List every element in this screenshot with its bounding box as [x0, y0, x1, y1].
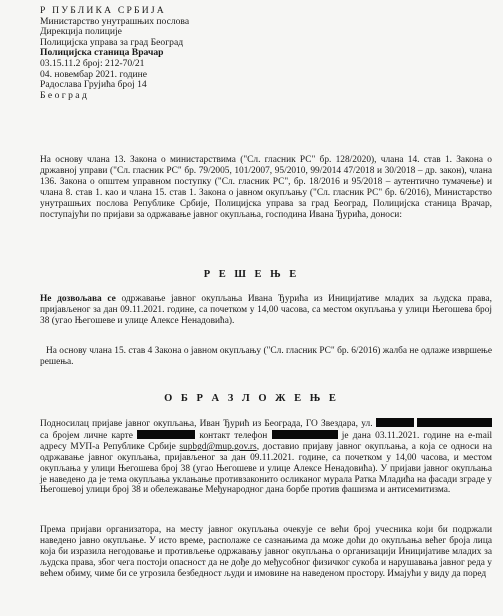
reasoning-paragraph-1 — [40, 418, 492, 496]
reasoning-text-c: контакт телефон — [199, 430, 268, 441]
decision-paragraph — [40, 294, 492, 327]
email-link[interactable]: supbgd@mup.gov.rs — [179, 441, 257, 452]
redacted-block — [272, 430, 338, 439]
directorate-name: Дирекција полиције — [40, 26, 122, 38]
reasoning-text-d: је дана — [341, 430, 371, 441]
decision-title: Р Е Ш Е Њ Е — [203, 269, 300, 280]
decision-text: одржавање јавног окупљања Ивана Ђурића из Иницијативе младих за људска права, пријављеног за дан 09.11.2021. године, са почетком у 14,00 часова, са местом окупљања у улици Његошева број 38 (угао Његошеве и улице Алексе Ненадовића). — [40, 294, 492, 326]
station-name: Полицијска станица Врачар — [40, 47, 164, 59]
reasoning-text-a: Подносилац пријаве јавног окупљања, Иван Ђурић из Београда, ГО Звездара, ул. — [40, 419, 373, 429]
reasoning-paragraph-2: Према пријави организатора, на месту јавног окупљања очекује се већи број учесника који би подржали наведено јавно окупљање. У исто време, располаже се сазнањима да може доћи до окупљања већег броја лица која би изразила негодовање и противљење одржавању јавног окупљања о организацији Иницијативе младих за људска права, због чега постоји опасност да не дође до међусобног физичког сукоба и нарушавања јавног реда у већем обиму, чиме би се угрозила безбедност људи и имовине на наведеном простору. Имајући у виду да поред — [40, 525, 492, 579]
reasoning-text-e: 03.11.2021. године на e-mail адресу МУП-а Републике Србије — [40, 430, 493, 452]
redacted-block — [417, 418, 492, 427]
case-number: 03.15.11.2 број: 212-70/21 — [40, 57, 145, 69]
decision-bold: Не дозвољава се — [40, 294, 116, 304]
redacted-block — [137, 430, 195, 439]
reasoning-title: О Б Р А З Л О Ж Е Њ Е — [164, 393, 339, 404]
reasoning-text-b: са бројем личне карте — [40, 430, 133, 441]
redacted-block — [376, 418, 414, 427]
city-name: Б е о г р а д — [40, 89, 87, 101]
ministry-name: Министарство унутрашњих послова — [40, 15, 190, 27]
document-date: 04. новембар 2021. године — [40, 68, 148, 80]
letterhead — [40, 6, 189, 101]
admin-name: Полицијска управа за град Београд — [40, 36, 184, 48]
station-address: Радослава Грујића број 14 — [40, 79, 147, 91]
reasoning-text-f: , доставио пријаву јавног окупљања, а која се односи на одржавање јавног окупљања, пријављеног за дан 09.11.2021. године, са почетком у 14,00 часова, и местом окупљања у улици Његошева број 38 (угао Његошеве и улице Алексе Ненадовића). У пријави јавног окупљања је наведено да је тема окупљања уклањање противзаконито осликаног мурала Ратка Младића на фасади зграде у Његошевој улици број 38 и обележавање Међународног дана борбе против фашизма и антисемитизма. — [40, 441, 492, 496]
intro-paragraph: На основу члана 13. Закона о министарствима ("Сл. гласник РС" бр. 128/2020), члана 14. став 1. Закона о државној управи ("Сл. гласник РС" бр. 79/2005, 101/2007, 95/2010, 99/2014 47/2018 и 30/2018 – др. закон), члана 136. Закона о општем управном поступку ("Сл. гласник РС", бр. 18/2016 и 95/2018 – аутентично тумачење) и члана 8. став 1. као и члана 15. став 1. Закона о јавном окупљању ("Сл. гласник РС" бр. 6/2016), Министарство унутрашњих послова Републике Србије, Полицијска управа за град Београд, Полицијска станица Врачар, поступајући по пријави за одржавање јавног окупљања, господина Ивана Ђурића, доноси: — [40, 155, 492, 220]
appeal-paragraph: На основу члана 15. став 4 Закона о јавном окупљању ("Сл. гласник РС" бр. 6/2016) жалба не одлаже извршење решења. — [40, 346, 492, 367]
country-name: Р ПУБЛИКА СРБИЈА — [40, 5, 166, 16]
